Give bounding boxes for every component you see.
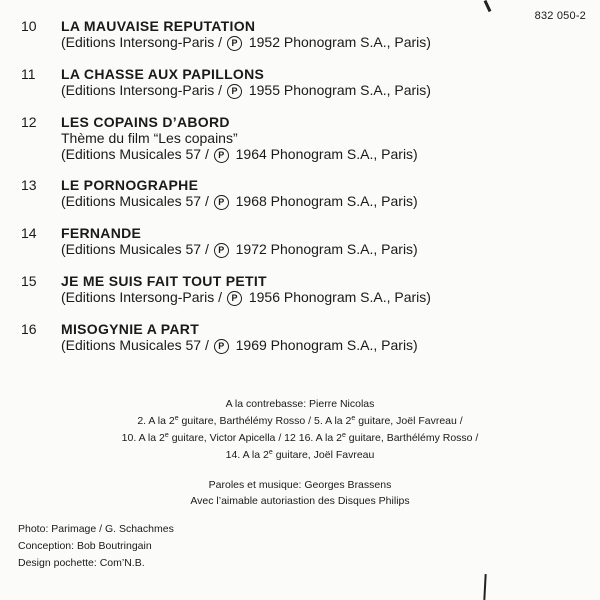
phonogram-symbol: P	[214, 148, 229, 163]
lyrics-author: Paroles et musique: Georges Brassens	[208, 479, 392, 491]
track-credit: (Editions Musicales 57 / P 1972 Phonogram S.A., Paris)	[61, 241, 418, 257]
track-item	[0, 18, 600, 66]
track-subtitle: Thème du film “Les copains”	[61, 130, 238, 146]
track-item	[0, 66, 600, 114]
track-item	[0, 321, 600, 369]
track-number: 13	[21, 177, 37, 193]
track-title: LE PORNOGRAPHE	[61, 177, 199, 193]
track-item	[0, 273, 600, 321]
production-credits	[18, 521, 174, 572]
track-title: LA CHASSE AUX PAPILLONS	[61, 66, 265, 82]
track-title: LES COPAINS D’ABORD	[61, 114, 230, 130]
track-credit: (Editions Musicales 57 / P 1968 Phonogram S.A., Paris)	[61, 193, 418, 209]
license-note: Avec l’aimable autoriastion des Disques Philips	[190, 495, 410, 507]
phonogram-symbol: P	[227, 84, 242, 99]
phonogram-symbol: P	[227, 291, 242, 306]
track-credit: (Editions Intersong-Paris / P 1956 Phonogram S.A., Paris)	[61, 289, 431, 305]
track-credit: (Editions Intersong-Paris / P 1952 Phonogram S.A., Paris)	[61, 34, 431, 50]
performers-credits	[0, 396, 600, 464]
track-number: 11	[21, 66, 36, 82]
guitar-credit-line: 10. A la 2e guitare, Victor Apicella / 12 16. A la 2e guitare, Barthélémy Rosso /	[121, 432, 479, 444]
design-credit: Design pochette: Com’N.B.	[18, 557, 145, 569]
track-title: FERNANDE	[61, 225, 142, 241]
guitar-credit-line: 2. A la 2e guitare, Barthélémy Rosso / 5. A la 2e guitare, Joël Favreau /	[137, 415, 463, 427]
track-number: 16	[21, 321, 37, 337]
track-number: 14	[21, 225, 37, 241]
track-item	[0, 114, 600, 177]
track-title: LA MAUVAISE REPUTATION	[61, 18, 256, 34]
scratch-mark-bottom	[483, 574, 486, 600]
track-credit: (Editions Musicales 57 / P 1964 Phonogram S.A., Paris)	[61, 146, 418, 162]
guitar-credit-line: 14. A la 2e guitare, Joël Favreau	[225, 449, 375, 461]
track-title: MISOGYNIE A PART	[61, 321, 200, 337]
lyrics-credits	[0, 477, 600, 509]
track-item	[0, 177, 600, 225]
track-item	[0, 225, 600, 273]
phonogram-symbol: P	[214, 243, 229, 258]
phonogram-symbol: P	[214, 195, 229, 210]
track-number: 12	[21, 114, 37, 130]
scratch-mark-top	[484, 0, 492, 12]
phonogram-symbol: P	[214, 339, 229, 354]
photo-credit: Photo: Parimage / G. Schachmes	[18, 523, 174, 535]
track-credit: (Editions Musicales 57 / P 1969 Phonogram S.A., Paris)	[61, 337, 418, 353]
track-list	[0, 18, 600, 369]
track-credit: (Editions Intersong-Paris / P 1955 Phonogram S.A., Paris)	[61, 82, 431, 98]
conception-credit: Conception: Bob Boutringain	[18, 540, 152, 552]
contrebasse-credit: A la contrebasse: Pierre Nicolas	[225, 398, 375, 410]
catalog-number: 832 050-2	[534, 10, 586, 22]
track-title: JE ME SUIS FAIT TOUT PETIT	[61, 273, 267, 289]
phonogram-symbol: P	[227, 36, 242, 51]
track-number: 15	[21, 273, 37, 289]
track-number: 10	[21, 18, 37, 34]
